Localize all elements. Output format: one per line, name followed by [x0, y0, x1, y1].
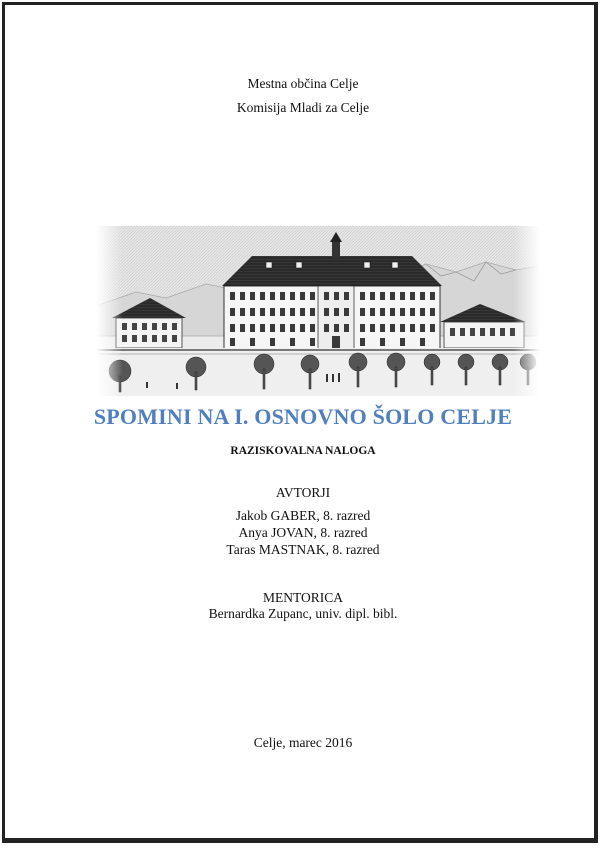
author-item: Taras MASTNAK, 8. razred — [226, 542, 380, 557]
school-building-illustration — [96, 226, 540, 396]
document-subtitle: RAZISKOVALNA NALOGA — [230, 445, 376, 457]
authors-heading: AVTORJI — [275, 485, 331, 500]
header-commission: Komisija Mladi za Celje — [236, 100, 370, 115]
author-item: Jakob GABER, 8. razred — [235, 508, 371, 523]
author-item: Anya JOVAN, 8. razred — [238, 525, 368, 540]
header-municipality: Mestna občina Celje — [247, 76, 359, 91]
place-date: Celje, marec 2016 — [253, 735, 353, 750]
mentor-name: Bernardka Zupanc, univ. dipl. bibl. — [208, 606, 398, 621]
document-title: SPOMINI NA I. OSNOVNO ŠOLO CELJE — [93, 404, 513, 429]
mentor-heading: MENTORICA — [262, 590, 343, 605]
